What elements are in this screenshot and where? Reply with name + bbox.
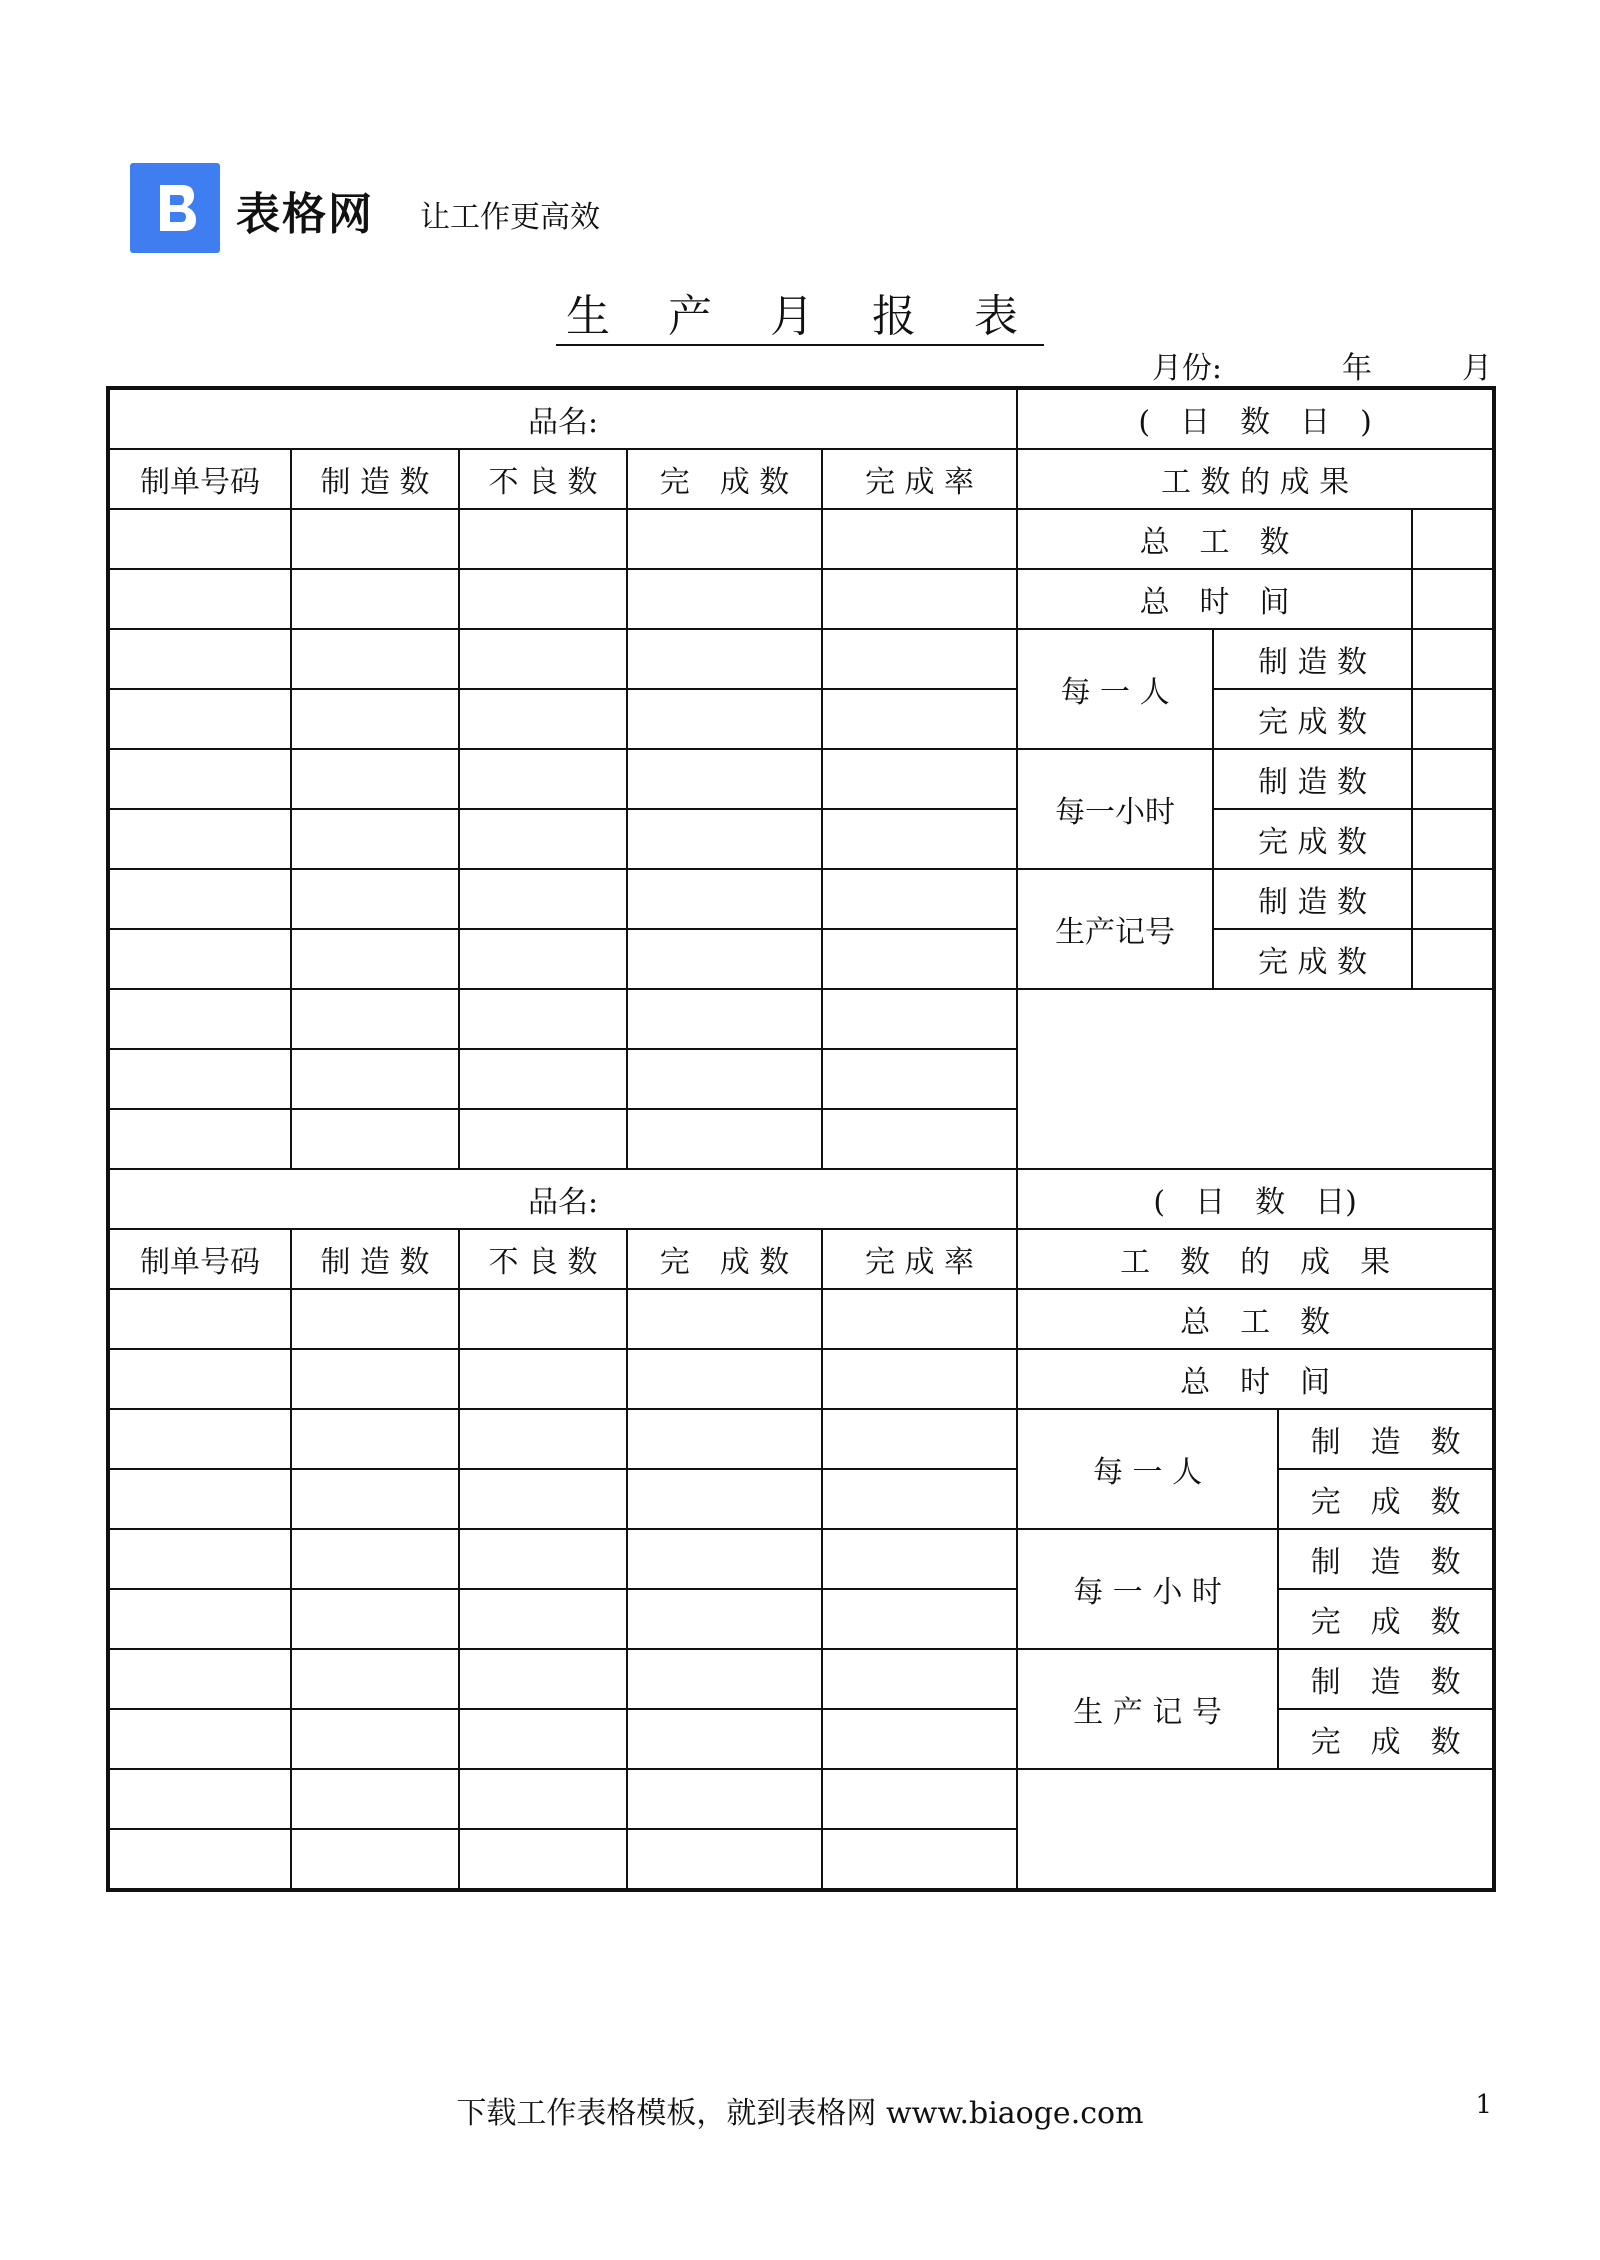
table-cell[interactable] [627,1529,822,1589]
table-cell[interactable] [459,1109,627,1169]
table-cell[interactable] [627,629,822,689]
table-cell[interactable] [627,1109,822,1169]
table-row [108,749,1494,809]
table-cell[interactable] [291,1829,459,1890]
table-cell[interactable] [291,689,459,749]
table-cell[interactable] [291,1409,459,1469]
s2-prod-record-label: 生 产 记 号 [1017,1649,1278,1769]
table-cell[interactable] [1412,809,1494,869]
table-cell[interactable] [822,929,1017,989]
table-cell[interactable] [459,689,627,749]
s2-result-title: 工 数 的 成 果 [1017,1229,1494,1289]
table-cell[interactable] [291,1769,459,1829]
table-cell[interactable] [108,689,291,749]
table-cell[interactable] [108,1589,291,1649]
table-row [108,1469,1494,1529]
s1-total-time-value[interactable] [1412,569,1494,629]
table-cell[interactable] [108,1529,291,1589]
table-cell[interactable] [291,1649,459,1709]
month-unit-label: 月 [1462,351,1492,386]
table-cell[interactable] [459,1289,627,1349]
table-cell[interactable] [108,1649,291,1709]
s2-total-time-label: 总 时 间 [1017,1349,1494,1409]
s2-made-label: 制 造 数 [1278,1649,1494,1709]
table-cell[interactable] [459,1709,627,1769]
s2-product-label: 品名: [108,1169,1017,1229]
s1-total-time-label: 总 时 间 [1017,569,1412,629]
table-cell[interactable] [822,869,1017,929]
table-row [108,509,1494,569]
table-cell[interactable] [108,1709,291,1769]
table-cell[interactable] [822,809,1017,869]
s2-done-label: 完 成 数 [1278,1709,1494,1769]
s1-result-title: 工 数 的 成 果 [1017,449,1494,509]
s2-header-row [108,1229,1494,1289]
s2-col-made: 制 造 数 [291,1229,459,1289]
table-cell[interactable] [627,809,822,869]
s1-done-label: 完 成 数 [1213,929,1412,989]
s1-made-label: 制 造 数 [1213,749,1412,809]
table-cell[interactable] [627,1409,822,1469]
brand-name: 表格网 [236,189,374,240]
table-cell[interactable] [291,509,459,569]
s2-blank-area[interactable] [1017,1769,1494,1890]
table-cell[interactable] [459,929,627,989]
table-cell[interactable] [108,1109,291,1169]
s1-col-rate: 完 成 率 [822,449,1017,509]
s2-total-work-label: 总 工 数 [1017,1289,1494,1349]
s1-col-order-no: 制单号码 [108,449,291,509]
s1-per-hour-label: 每一小时 [1017,749,1213,869]
table-row [108,689,1494,749]
table-cell[interactable] [627,1589,822,1649]
table-cell[interactable] [291,869,459,929]
table-cell[interactable] [1412,869,1494,929]
table-cell[interactable] [627,989,822,1049]
table-cell[interactable] [108,1469,291,1529]
table-cell[interactable] [627,689,822,749]
month-line [1152,343,1492,387]
table-cell[interactable] [459,509,627,569]
table-cell[interactable] [1412,929,1494,989]
table-cell[interactable] [627,929,822,989]
s1-total-work-value[interactable] [1412,509,1494,569]
table-cell[interactable] [822,1409,1017,1469]
table-cell[interactable] [627,569,822,629]
s1-prod-record-label: 生产记号 [1017,869,1213,989]
s2-made-label: 制 造 数 [1278,1409,1494,1469]
s1-done-label: 完 成 数 [1213,809,1412,869]
report-table [106,386,1496,1892]
table-cell[interactable] [459,1649,627,1709]
table-cell[interactable] [108,569,291,629]
table-cell[interactable] [459,749,627,809]
table-cell[interactable] [291,929,459,989]
s1-days: ( 日 数 日 ) [1017,388,1494,449]
table-row [108,1589,1494,1649]
table-cell[interactable] [108,929,291,989]
s2-product-row [108,1169,1494,1229]
table-cell[interactable] [822,1589,1017,1649]
table-cell[interactable] [291,629,459,689]
table-cell[interactable] [291,1529,459,1589]
page-title: 生 产 月 报 表 [0,280,1600,344]
table-cell[interactable] [627,1829,822,1890]
table-cell[interactable] [822,1829,1017,1890]
table-row [108,1709,1494,1769]
table-cell[interactable] [822,629,1017,689]
table-cell[interactable] [291,1109,459,1169]
s1-total-work-label: 总 工 数 [1017,509,1412,569]
table-cell[interactable] [459,1409,627,1469]
s1-done-label: 完 成 数 [1213,689,1412,749]
table-cell[interactable] [1412,749,1494,809]
s1-col-made: 制 造 数 [291,449,459,509]
table-cell[interactable] [822,509,1017,569]
table-row [108,989,1494,1049]
s2-per-hour-label: 每 一 小 时 [1017,1529,1278,1649]
s1-made-label: 制 造 数 [1213,869,1412,929]
table-cell[interactable] [459,1049,627,1109]
table-row [108,1409,1494,1469]
table-cell[interactable] [822,689,1017,749]
month-label: 月份: [1151,351,1222,386]
table-row [108,929,1494,989]
table-cell[interactable] [822,1349,1017,1409]
table-cell[interactable] [627,869,822,929]
table-cell[interactable] [108,749,291,809]
table-cell[interactable] [822,1109,1017,1169]
table-cell[interactable] [627,1649,822,1709]
table-row [108,1529,1494,1589]
year-label: 年 [1342,351,1372,386]
table-cell[interactable] [291,1589,459,1649]
table-cell[interactable] [291,1349,459,1409]
table-cell[interactable] [1412,689,1494,749]
table-cell[interactable] [459,989,627,1049]
s2-col-defect: 不 良 数 [459,1229,627,1289]
s1-per-person-label: 每 一 人 [1017,629,1213,749]
brand-slogan: 让工作更高效 [420,200,600,235]
table-cell[interactable] [822,1649,1017,1709]
table-cell[interactable] [822,569,1017,629]
table-cell[interactable] [627,1709,822,1769]
table-cell[interactable] [459,1829,627,1890]
biaoge-logo-icon [130,163,220,253]
s1-blank-area[interactable] [1017,989,1494,1169]
table-cell[interactable] [291,1289,459,1349]
table-cell[interactable] [459,1469,627,1529]
table-cell[interactable] [108,809,291,869]
table-cell[interactable] [627,749,822,809]
table-cell[interactable] [291,809,459,869]
footer-text: 下载工作表格模板，就到表格网 www.biaoge.com [456,2096,1144,2131]
s1-col-done: 完 成 数 [627,449,822,509]
table-cell[interactable] [108,1829,291,1890]
table-cell[interactable] [108,1349,291,1409]
table-row [108,809,1494,869]
table-row [108,1769,1494,1829]
table-row [108,1649,1494,1709]
table-cell[interactable] [108,629,291,689]
table-row [108,869,1494,929]
table-cell[interactable] [822,989,1017,1049]
table-cell[interactable] [459,869,627,929]
page-number: 1 [1475,2090,1492,2120]
s1-col-defect: 不 良 数 [459,449,627,509]
table-cell[interactable] [627,1469,822,1529]
table-cell[interactable] [822,1709,1017,1769]
table-cell[interactable] [108,989,291,1049]
table-cell[interactable] [822,1769,1017,1829]
table-cell[interactable] [459,1589,627,1649]
table-cell[interactable] [291,1049,459,1109]
table-cell[interactable] [108,1049,291,1109]
table-cell[interactable] [291,1469,459,1529]
table-cell[interactable] [459,569,627,629]
table-cell[interactable] [108,1769,291,1829]
s2-done-label: 完 成 数 [1278,1589,1494,1649]
table-cell[interactable] [1412,629,1494,689]
table-cell[interactable] [459,1769,627,1829]
s2-made-label: 制 造 数 [1278,1529,1494,1589]
table-cell[interactable] [822,749,1017,809]
table-row [108,1289,1494,1349]
table-cell[interactable] [291,569,459,629]
table-cell[interactable] [291,749,459,809]
table-cell[interactable] [627,1349,822,1409]
table-cell[interactable] [822,1049,1017,1109]
table-cell[interactable] [627,1289,822,1349]
table-cell[interactable] [627,509,822,569]
table-cell[interactable] [459,629,627,689]
table-cell[interactable] [822,1289,1017,1349]
table-cell[interactable] [627,1049,822,1109]
s2-col-done: 完 成 数 [627,1229,822,1289]
table-row [108,629,1494,689]
s2-col-rate: 完 成 率 [822,1229,1017,1289]
table-cell[interactable] [822,1469,1017,1529]
table-cell[interactable] [108,869,291,929]
table-cell[interactable] [822,1529,1017,1589]
table-cell[interactable] [627,1769,822,1829]
table-cell[interactable] [291,1709,459,1769]
table-cell[interactable] [108,509,291,569]
table-cell[interactable] [291,989,459,1049]
table-row [108,569,1494,629]
s2-done-label: 完 成 数 [1278,1469,1494,1529]
table-cell[interactable] [459,1349,627,1409]
s1-header-row [108,449,1494,509]
s1-product-label: 品名: [108,388,1017,449]
s2-col-order-no: 制单号码 [108,1229,291,1289]
s1-product-row [108,388,1494,449]
table-cell[interactable] [459,1529,627,1589]
table-row [108,1349,1494,1409]
s2-per-person-label: 每 一 人 [1017,1409,1278,1529]
s1-made-label: 制 造 数 [1213,629,1412,689]
table-cell[interactable] [108,1289,291,1349]
s2-days: ( 日 数 日) [1017,1169,1494,1229]
table-cell[interactable] [459,809,627,869]
table-cell[interactable] [108,1409,291,1469]
